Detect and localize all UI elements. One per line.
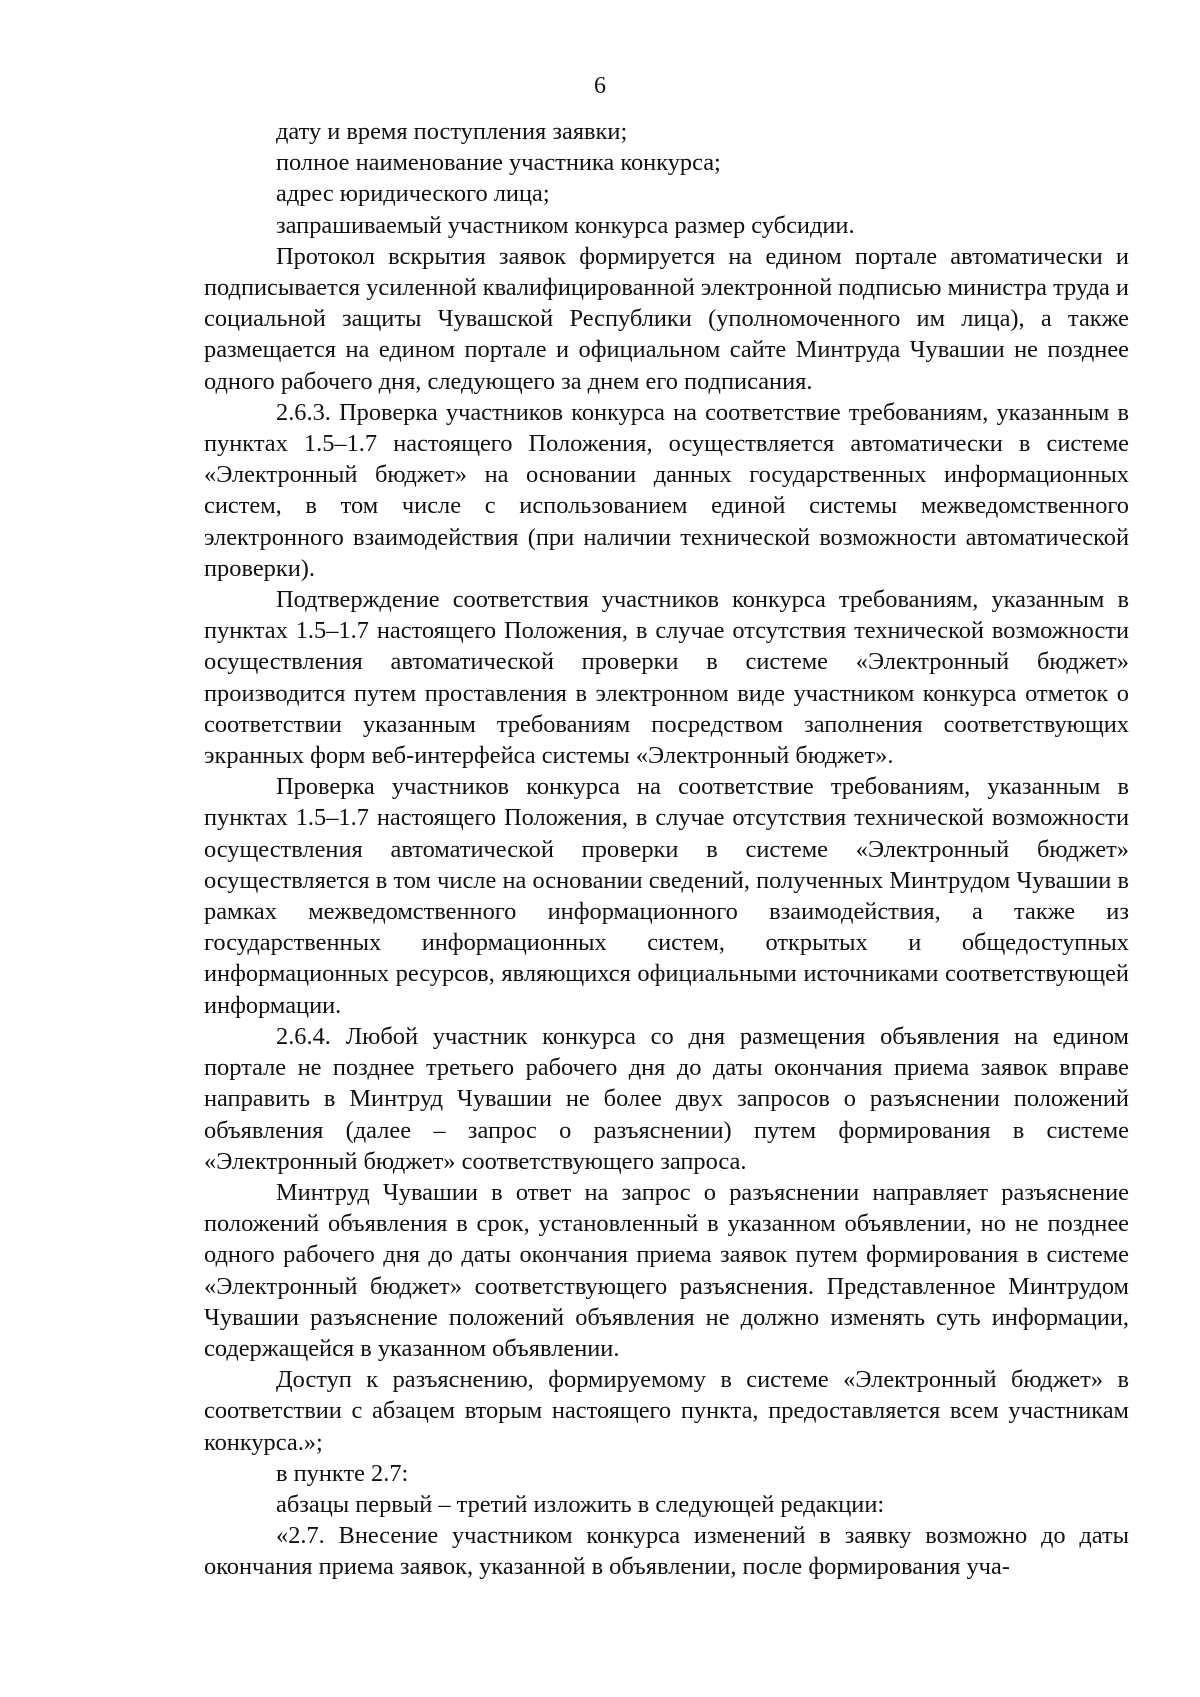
paragraph: Подтверждение соответствия участников конкурса требованиям, указанным в пунктах 1.5–1.7 настоящего Положения, в случае отсутствия технической возможности осуществления автоматической проверки в системе «Электронный бюджет» производится путем проставления в электронном виде участником конкурса отметок о соответствии указанным требованиям посредством заполнения соответствующих экранных форм веб-интерфейса системы «Электронный бюджет».: [204, 586, 1129, 770]
paragraph: Доступ к разъяснению, формируемому в системе «Электронный бюджет» в соответствии с абзацем вторым настоящего пункта, предоставляется всем участникам конкурса.»;: [204, 1366, 1129, 1456]
paragraph: в пункте 2.7:: [276, 1459, 409, 1487]
paragraph: дату и время поступления заявки;: [276, 118, 628, 145]
paragraph: Минтруд Чувашии в ответ на запрос о разъяснении направляет разъяснение положений объявления в срок, установленный в указанном объявлении, но не позднее одного рабочего дня до даты окончания приема заявок путем формирования в системе «Электронный бюджет» соответствующего разъяснения. Представленное Минтрудом Чувашии разъяснение положений объявления не должно изменять суть информации, содержащейся в указанном объявлении.: [204, 1178, 1129, 1362]
paragraph: адрес юридического лица;: [276, 180, 550, 208]
paragraph: Проверка участников конкурса на соответствие требованиям, указанным в пунктах 1.5–1.7 настоящего Положения, в случае отсутствия технической возможности осуществления автоматической проверки в системе «Электронный бюджет» осуществляется в том числе на основании сведений, полученных Минтрудом Чувашии в рамках межведомственного информационного взаимодействия, а также из государственных информационных систем, открытых и общедоступных информационных ресурсов, являющихся официальными источниками соответствующей информации.: [204, 773, 1129, 1019]
paragraph: запрашиваемый участником конкурса размер субсидии.: [276, 211, 855, 239]
paragraph: «2.7. Внесение участником конкурса изменений в заявку возможно до даты окончания приема заявок, указанной в объявлении, после формирования уча-: [204, 1522, 1129, 1581]
page-number: 6: [594, 73, 606, 99]
paragraph: 2.6.3. Проверка участников конкурса на соответствие требованиям, указанным в пунктах 1.5–1.7 настоящего Положения, осуществляется автоматически в системе «Электронный бюджет» на основании данных государственных информационных систем, в том числе с использованием единой системы межведомственного электронного взаимодействия (при наличии технической возможности автоматической проверки).: [204, 398, 1129, 582]
paragraph: 2.6.4. Любой участник конкурса со дня размещения объявления на едином портале не позднее третьего рабочего дня до даты окончания приема заявок вправе направить в Минтруд Чувашии не более двух запросов о разъяснении положений объявления (далее – запрос о разъяснении) путем формирования в системе «Электронный бюджет» соответствующего запроса.: [204, 1022, 1129, 1175]
paragraph: полное наименование участника конкурса;: [276, 149, 721, 177]
document-body: [204, 116, 1129, 1583]
paragraph: абзацы первый – третий изложить в следующей редакции:: [276, 1490, 885, 1518]
paragraph: Протокол вскрытия заявок формируется на едином портале автоматически и подписывается усиленной квалифицированной электронной подписью министра труда и социальной защиты Чувашской Республики (уполномоченного им лица), а также размещается на едином портале и официальном сайте Минтруда Чувашии не позднее одного рабочего дня, следующего за днем его подписания.: [204, 242, 1129, 395]
